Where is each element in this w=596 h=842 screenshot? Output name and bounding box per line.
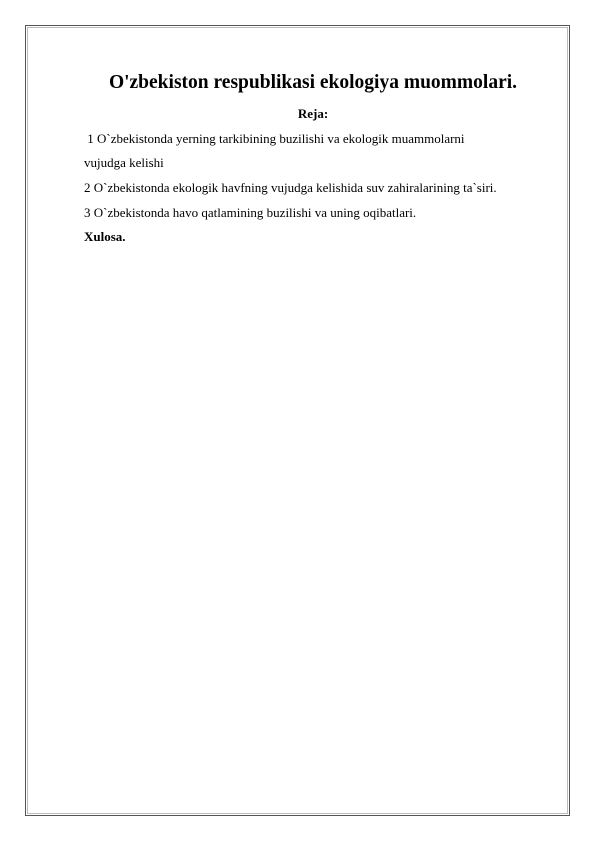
conclusion-heading: Xulosa.	[84, 229, 126, 244]
plan-item-3: 3 O`zbekistonda havo qatlamining buzilishi va uning oqibatlari.	[84, 205, 417, 220]
document-title: O'zbekiston respublikasi ekologiya muommolari.	[108, 72, 518, 93]
plan-item-1: 1 O`zbekistonda yerning tarkibining buzilishi va ekologik muammolarni	[84, 131, 465, 146]
plan-heading: Reja:	[297, 106, 329, 121]
plan-item-1-continuation: vujudga kelishi	[84, 155, 164, 170]
plan-item-2: 2 O`zbekistonda ekologik havfning vujudga kelishida suv zahiralarining ta`siri.	[84, 180, 497, 195]
